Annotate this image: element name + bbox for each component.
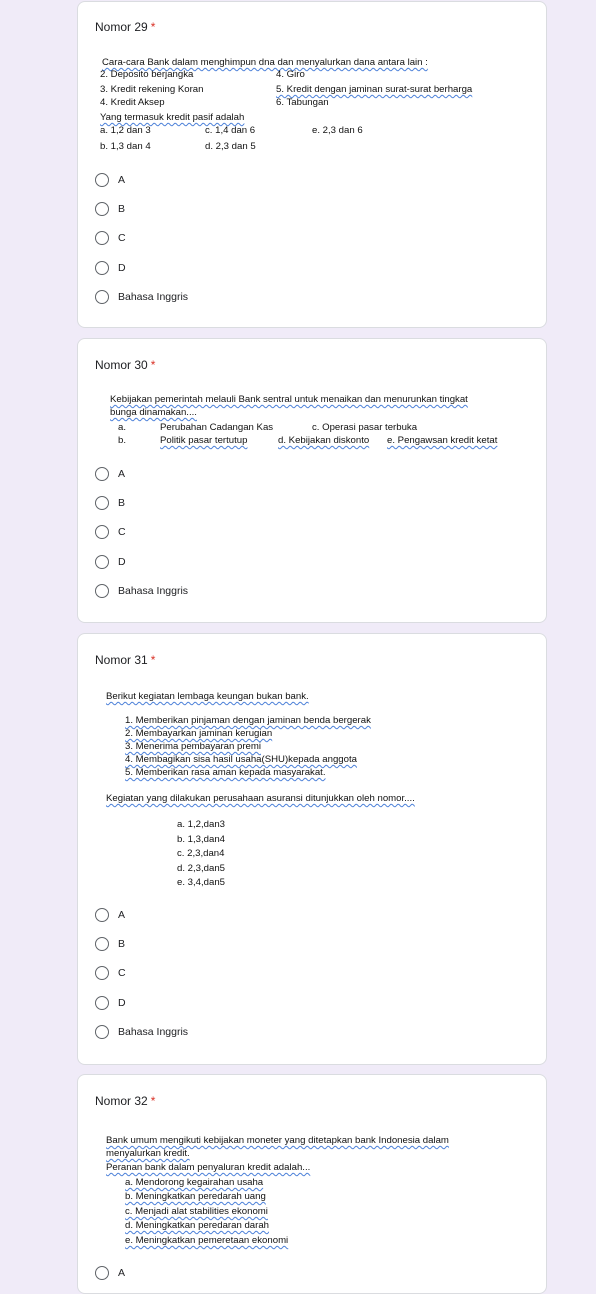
option-label: C (118, 232, 126, 244)
radio-button[interactable] (95, 584, 109, 598)
image-line: 5. Kredit dengan jaminan surat-surat berharga (276, 84, 473, 95)
required-asterisk: * (150, 653, 156, 667)
image-line: a. 1,2,dan3 (177, 819, 226, 830)
option-bahasa-inggris[interactable] (95, 1022, 295, 1042)
question-card-32 (77, 1074, 547, 1294)
image-line: Cara-cara Bank dalam menghimpun dna dan menyalurkan dana antara lain : (102, 57, 428, 68)
radio-button[interactable] (95, 496, 109, 510)
radio-button[interactable] (95, 555, 109, 569)
image-line: e. 3,4,dan5 (177, 877, 226, 888)
radio-button[interactable] (95, 290, 109, 304)
option-c[interactable] (95, 228, 295, 248)
question-title: Nomor 29 * (95, 20, 156, 34)
option-label: D (118, 997, 126, 1009)
radio-button[interactable] (95, 467, 109, 481)
image-line: b. 1,3,dan4 (177, 834, 226, 845)
option-a[interactable] (95, 1263, 295, 1283)
image-line: Yang termasuk kredit pasif adalah (100, 112, 245, 123)
option-label: B (118, 497, 126, 509)
image-line: Perubahan Cadangan Kas (160, 422, 274, 433)
radio-button[interactable] (95, 966, 109, 980)
radio-button[interactable] (95, 231, 109, 245)
image-line: 3. Kredit rekening Koran (100, 84, 204, 95)
option-d[interactable] (95, 993, 295, 1013)
image-line: Kebijakan pemerintah melauli Bank sentral untuk menaikan dan menurunkan tingkat (110, 394, 468, 405)
image-line: c. Menjadi alat stabilities ekonomi (125, 1206, 268, 1217)
required-asterisk: * (150, 1094, 156, 1108)
image-line: bunga dinamakan.... (110, 407, 197, 418)
image-line: e. 2,3 dan 6 (312, 125, 363, 136)
required-asterisk: * (150, 358, 156, 372)
question-title: Nomor 32 * (95, 1094, 156, 1108)
image-line: Kegiatan yang dilakukan perusahaan asuransi ditunjukkan oleh nomor.... (106, 793, 415, 804)
option-label: B (118, 203, 126, 215)
image-line: c. 2,3,dan4 (177, 848, 225, 859)
required-asterisk: * (150, 20, 156, 34)
image-line: d. 2,3,dan5 (177, 863, 226, 874)
image-line: c. 1,4 dan 6 (205, 125, 256, 136)
option-label: D (118, 262, 126, 274)
question-card-30 (77, 338, 547, 623)
option-bahasa-inggris[interactable] (95, 581, 295, 601)
option-label: A (118, 468, 126, 480)
option-label: C (118, 526, 126, 538)
radio-button[interactable] (95, 1266, 109, 1280)
image-line: 4. Giro (276, 69, 305, 80)
image-line: 4. Kredit Aksep (100, 97, 165, 108)
option-label: C (118, 967, 126, 979)
image-line: d. Kebijakan diskonto (278, 435, 370, 446)
image-line: Berikut kegiatan lembaga keungan bukan bank. (106, 691, 309, 702)
option-label: A (118, 909, 126, 921)
option-a[interactable] (95, 170, 295, 190)
image-line: b. 1,3 dan 4 (100, 141, 151, 152)
image-line: a. 1,2 dan 3 (100, 125, 151, 136)
question-title: Nomor 30 * (95, 358, 156, 372)
option-label: D (118, 556, 126, 568)
image-line: b. Meningkatkan peredarah uang (125, 1191, 266, 1202)
option-c[interactable] (95, 963, 295, 983)
image-line: e. Meningkatkan pemeretaan ekonomi (125, 1235, 289, 1246)
question-card-31 (77, 633, 547, 1065)
image-line: e. Pengawsan kredit ketat (387, 435, 498, 446)
option-d[interactable] (95, 258, 295, 278)
image-line: d. 2,3 dan 5 (205, 141, 256, 152)
image-line: 5. Memberikan rasa aman kepada masyarakat. (125, 767, 326, 778)
option-a[interactable] (95, 905, 295, 925)
option-b[interactable] (95, 934, 295, 954)
radio-button[interactable] (95, 996, 109, 1010)
radio-button[interactable] (95, 937, 109, 951)
radio-button[interactable] (95, 202, 109, 216)
option-label: A (118, 1267, 126, 1279)
image-line: d. Meningkatkan peredaran darah (125, 1220, 270, 1231)
image-line: 6. Tabungan (276, 97, 329, 108)
question-card-29 (77, 1, 547, 328)
image-line: Peranan bank dalam penyaluran kredit adalah... (106, 1162, 311, 1173)
image-line: Politik pasar tertutup (160, 435, 248, 446)
option-label: Bahasa Inggris (118, 585, 189, 597)
image-line: c. Operasi pasar terbuka (312, 422, 418, 433)
image-line: 2. Deposito berjangka (100, 69, 194, 80)
image-line: Bank umum mengikuti kebijakan moneter yang ditetapkan bank Indonesia dalam (106, 1135, 449, 1146)
image-line: 3. Menerima pembayaran premi (125, 741, 261, 752)
option-label: Bahasa Inggris (118, 291, 189, 303)
option-b[interactable] (95, 493, 295, 513)
option-d[interactable] (95, 552, 295, 572)
option-c[interactable] (95, 522, 295, 542)
option-label: Bahasa Inggris (118, 1026, 189, 1038)
option-label: A (118, 174, 126, 186)
image-line: 1. Memberikan pinjaman dengan jaminan benda bergerak (125, 715, 371, 726)
image-line: a. Mendorong kegairahan usaha (125, 1177, 264, 1188)
radio-button[interactable] (95, 525, 109, 539)
image-line: 4. Membagikan sisa hasil usaha(SHU)kepada anggota (125, 754, 357, 765)
image-line: 2. Membayarkan jaminan kerugian (125, 728, 273, 739)
question-title: Nomor 31 * (95, 653, 156, 667)
radio-button[interactable] (95, 173, 109, 187)
radio-button[interactable] (95, 261, 109, 275)
image-line: a. (118, 422, 127, 433)
image-line: b. (118, 435, 127, 446)
radio-button[interactable] (95, 908, 109, 922)
option-label: B (118, 938, 126, 950)
option-bahasa-inggris[interactable] (95, 287, 295, 307)
option-b[interactable] (95, 199, 295, 219)
radio-button[interactable] (95, 1025, 109, 1039)
image-line: menyalurkan kredit. (106, 1148, 190, 1159)
option-a[interactable] (95, 464, 295, 484)
